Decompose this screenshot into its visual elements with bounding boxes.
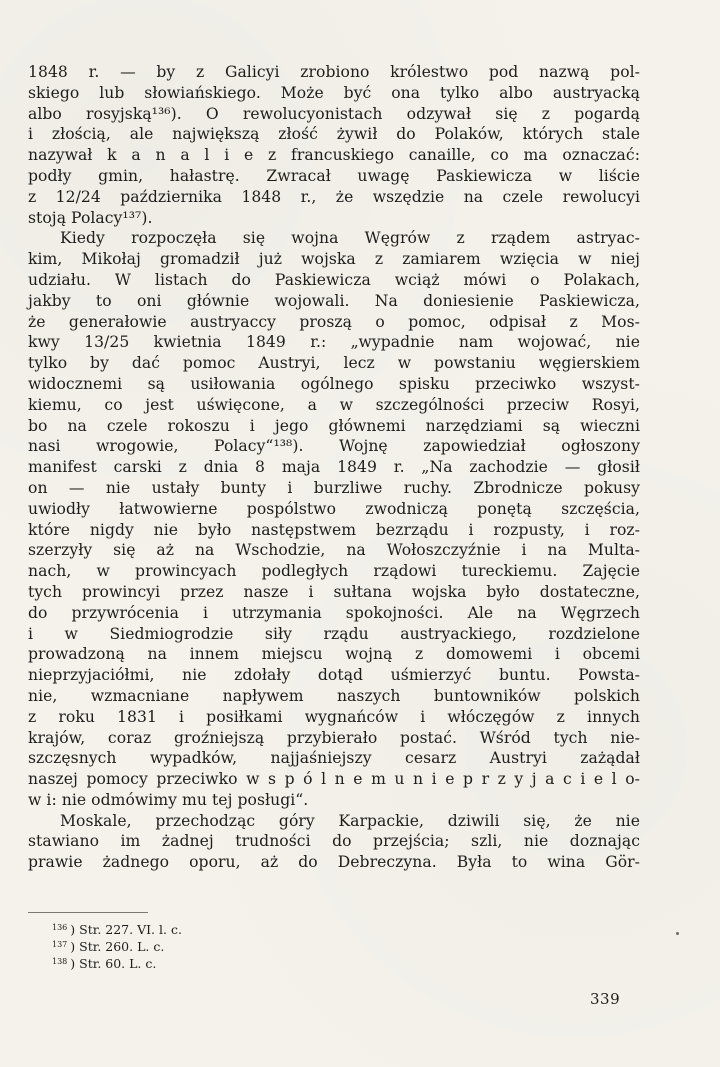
text-line: widocznemi są usiłowania ogólnego spisku przeciwko wszyst-	[28, 374, 640, 393]
text-line: stawiano im żadnej trudności do przejścia; szli, nie doznając	[28, 832, 640, 851]
footnotes	[52, 919, 182, 970]
text-line: szerzyły się aż na Wschodzie, na Wołoszczyźnie i na Multa-	[28, 541, 640, 560]
text-line: kiemu, co jest uświęcone, a w szczególności przeciw Rosyi,	[28, 395, 640, 414]
text-line: bo na czele rokoszu i jego głównemi narzędziami są wieczni	[28, 416, 640, 435]
footnote-text: Str. 227. VI. l. c.	[79, 922, 182, 937]
paper-speck	[676, 932, 679, 935]
text-line: Moskale, przechodząc góry Karpackie, dziwili się, że nie	[60, 811, 640, 830]
text-line: które nigdy nie było następstwem bezrządu i rozpusty, i roz-	[28, 520, 640, 539]
footnote-number: 138	[52, 957, 68, 966]
text-line: 1848 r. — by z Galicyi zrobiono królestwo pod nazwą pol-	[28, 63, 640, 81]
main-text	[28, 62, 640, 873]
footnote-text: Str. 260. L. c.	[79, 939, 165, 954]
text-line: manifest carski z dnia 8 maja 1849 r. „Na zachodzie — głosił	[28, 458, 640, 477]
text-line: nie, wzmacniane napływem naszych buntowników polskich	[28, 686, 640, 705]
text-line: tylko by dać pomoc Austryi, lecz w powstaniu węgierskiem	[28, 354, 640, 373]
text-line: nazywał k a n a l i e z francuskiego canaille, co ma oznaczać:	[28, 146, 640, 165]
text-line: nasi wrogowie, Polacy“¹³⁸). Wojnę zapowiedział ogłoszony	[28, 437, 640, 456]
text-line: szczęsnych wypadków, najjaśniejszy cesarz Austryi zażądał	[28, 749, 640, 768]
text-line: i w Siedmiogrodzie siły rządu austryackiego, rozdzielone	[28, 624, 640, 643]
text-line: podły gmin, hałastrę. Zwracał uwagę Paskiewicza w liście	[28, 166, 640, 185]
text-line: uwiodły łatwowierne pospólstwo zwodniczą ponętą szczęścia,	[28, 499, 640, 518]
page-number: 339	[590, 990, 621, 1008]
text-line: jakby to oni głównie wojowali. Na doniesienie Paskiewicza,	[28, 291, 640, 310]
text-line: krajów, coraz groźniejszą przybierało postać. Wśród tych nie-	[28, 728, 640, 747]
text-line: tych prowincyi przez nasze i sułtana wojska było dostateczne,	[28, 582, 640, 601]
text-line: z 12/24 października 1848 r., że wszędzie na czele rewolucyi	[28, 187, 640, 206]
footnote: $^{137}$ ) Str. 260. L. c.	[52, 939, 165, 954]
text-line: Kiedy rozpoczęła się wojna Węgrów z rządem astryac-	[60, 229, 640, 248]
footnote: $^{138}$ ) Str. 60. L. c.	[52, 956, 157, 971]
text-line: prawie żadnego oporu, aż do Debreczyna. Była to wina Gör-	[28, 853, 640, 872]
text-line: z roku 1831 i posiłkami wygnańców i włóczęgów z innych	[28, 707, 640, 726]
text-line: on — nie ustały bunty i burzliwe ruchy. Zbrodnicze pokusy	[28, 478, 640, 497]
text-line: kwy 13/25 kwietnia 1849 r.: „wypadnie nam wojować, nie	[28, 333, 640, 352]
text-line: kim, Mikołaj gromadził już wojska z zamiarem wzięcia w niej	[28, 250, 640, 269]
footnote-number: 137	[52, 940, 68, 949]
text-line: naszej pomocy przeciwko w s p ó l n e m u n i e p r z y j a c i e l o-	[28, 770, 640, 789]
text-line: albo rosyjską¹³⁶). O rewolucyonistach odzywał się z pogardą	[28, 104, 640, 123]
text-line: stoją Polacy¹³⁷).	[28, 208, 153, 227]
text-line: do przywrócenia i utrzymania spokojności. Ale na Węgrzech	[28, 603, 640, 622]
text-line: i złością, ale największą złość żywił do Polaków, których stale	[28, 125, 640, 144]
footnote-separator	[28, 912, 148, 913]
footnote: $^{136}$ ) Str. 227. VI. l. c.	[52, 922, 182, 937]
footnote-number: 136	[52, 923, 68, 932]
text-line: w i: nie odmówimy mu tej posługi“.	[28, 790, 309, 809]
footnote-text: Str. 60. L. c.	[79, 956, 157, 971]
text-line: nieprzyjaciółmi, nie zdołały dotąd uśmierzyć buntu. Powsta-	[28, 666, 640, 685]
text-line: nach, w prowincyach podległych rządowi tureckiemu. Zajęcie	[28, 562, 640, 581]
text-line: udziału. W listach do Paskiewicza wciąż mówi o Polakach,	[28, 270, 640, 289]
text-line: skiego lub słowiańskiego. Może być ona tylko albo austryacką	[28, 83, 640, 102]
text-line: prowadzoną na innem miejscu wojną z domowemi i obcemi	[28, 645, 640, 664]
text-line: że generałowie austryaccy proszą o pomoc, odpisał z Mos-	[28, 312, 640, 331]
